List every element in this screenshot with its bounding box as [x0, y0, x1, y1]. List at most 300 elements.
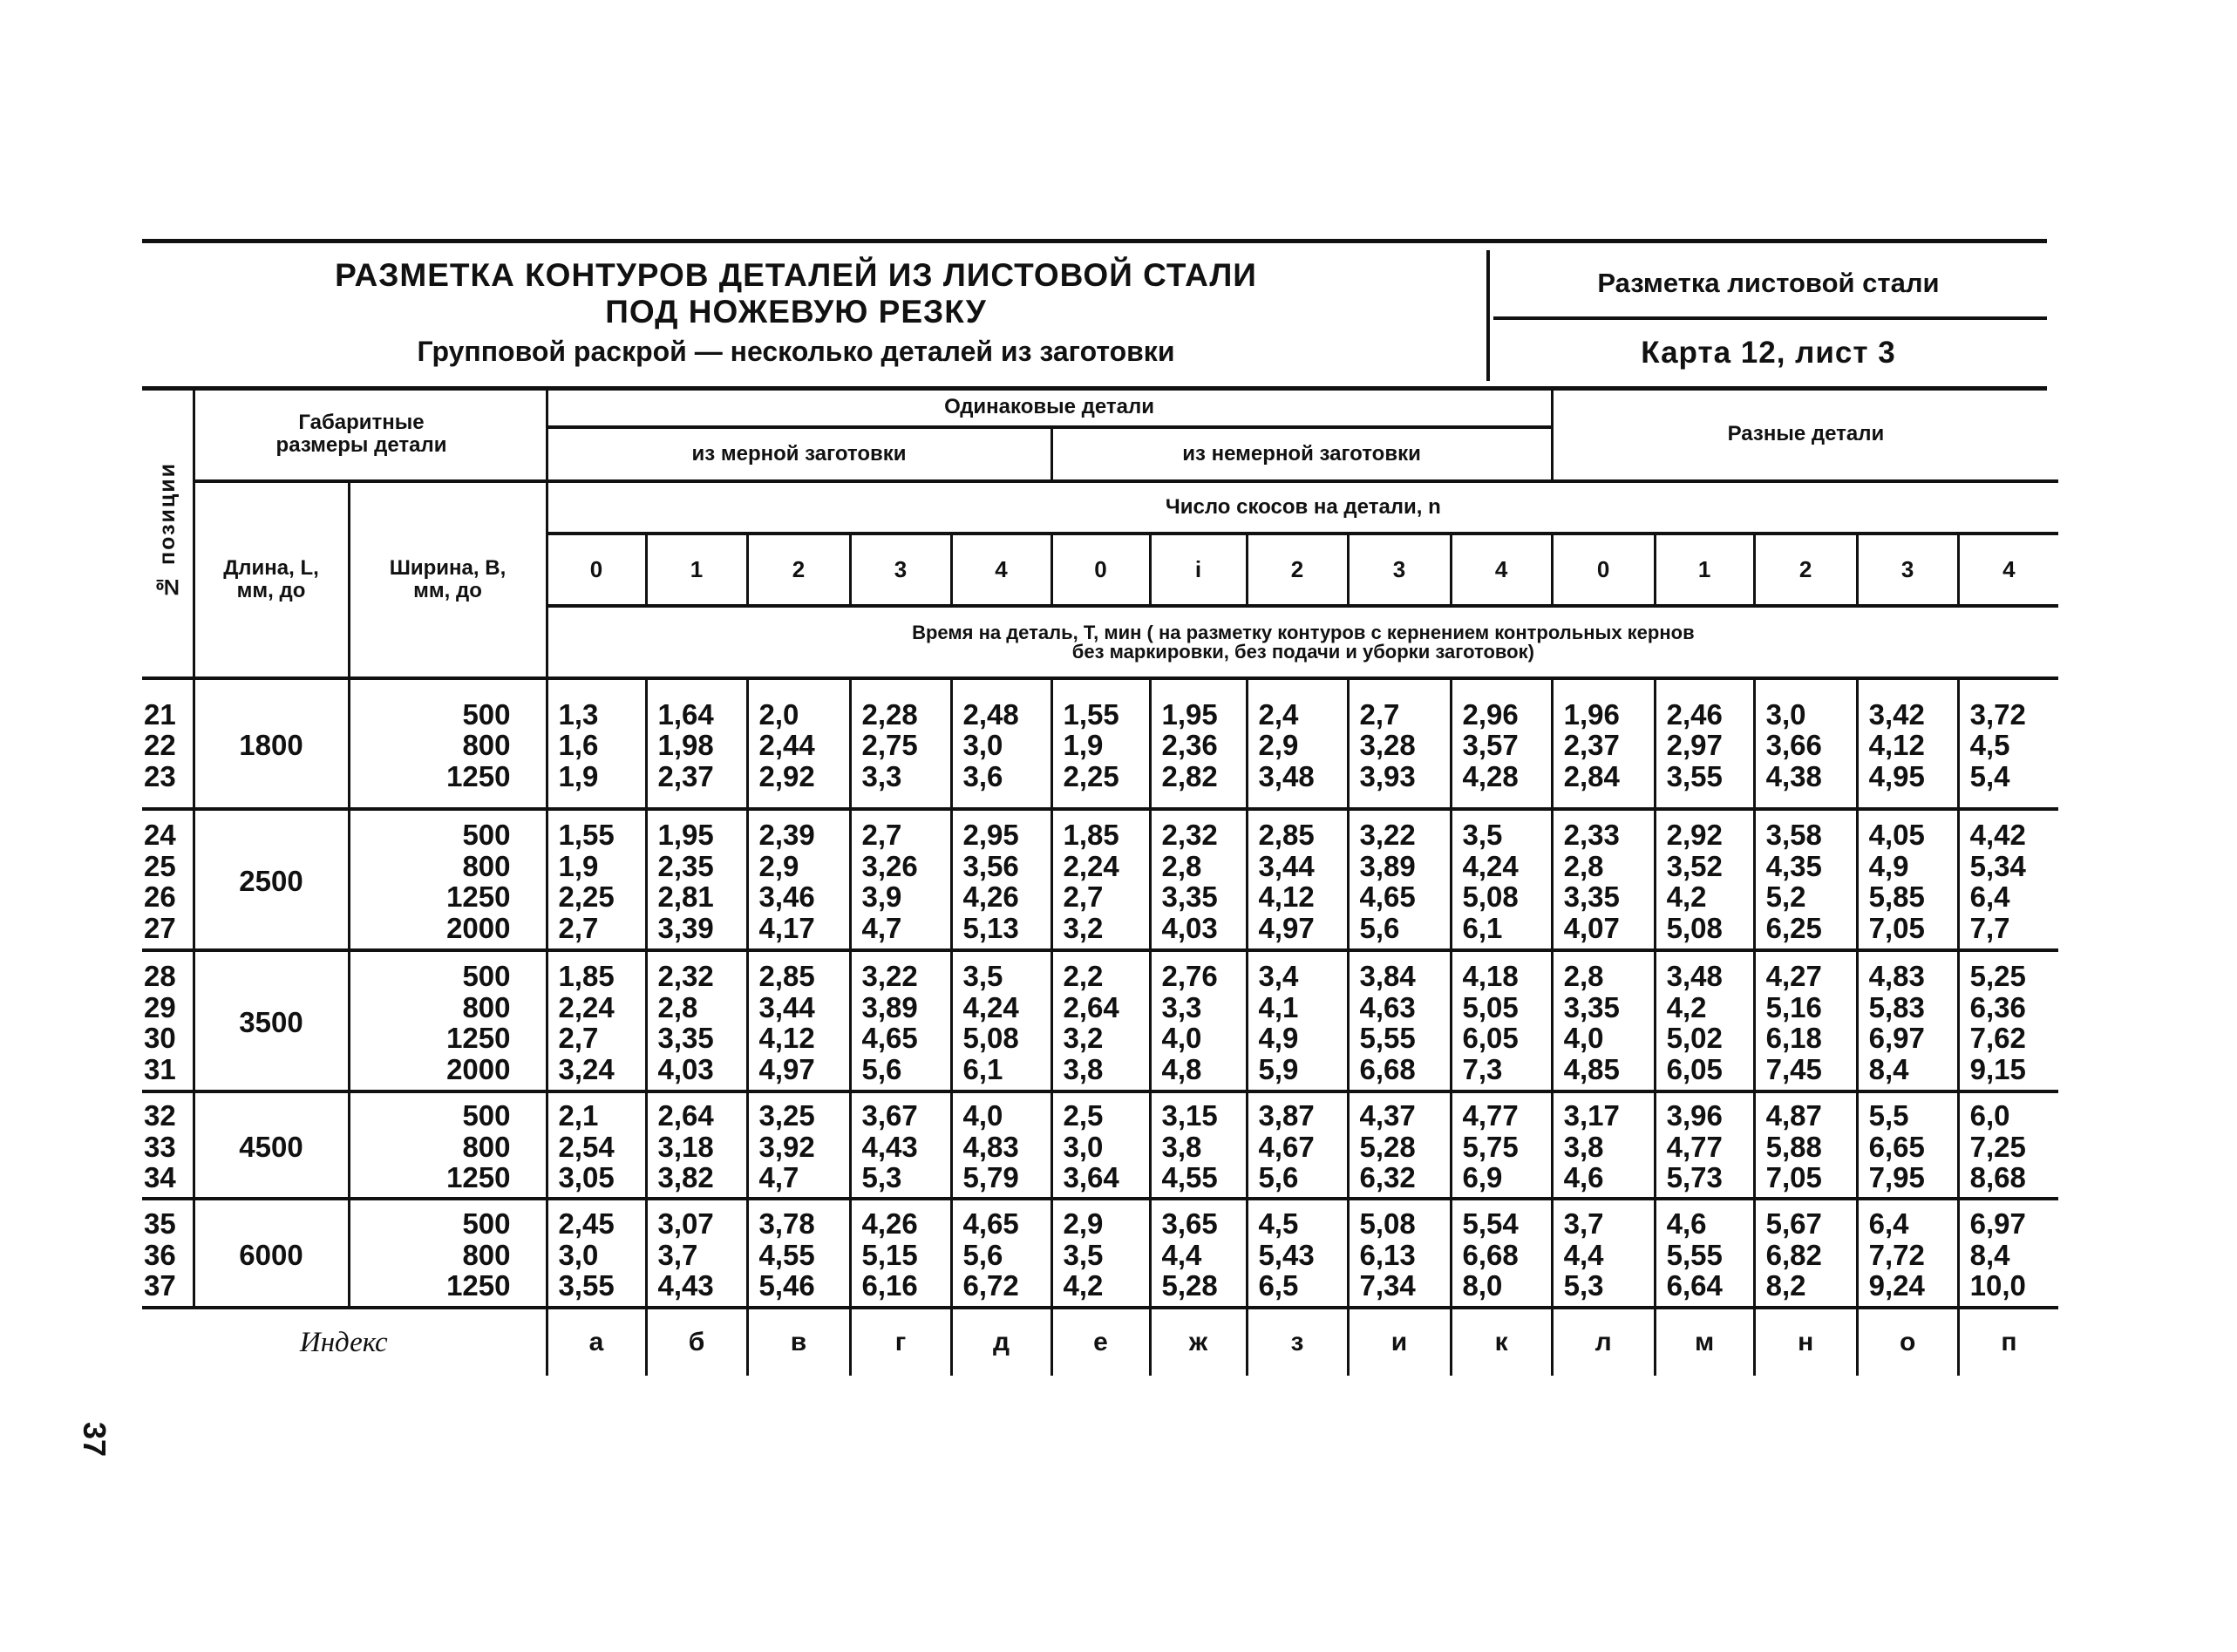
- time-value-cell: [1655, 809, 1754, 950]
- time-value: 4,6: [1563, 1161, 1604, 1194]
- time-value: 3,26: [861, 849, 918, 882]
- time-value: 2,64: [657, 1099, 714, 1132]
- time-value: 1,95: [1161, 697, 1218, 731]
- time-value: 4,18: [1462, 960, 1519, 992]
- time-value: 5,9: [1258, 1052, 1299, 1085]
- time-value: 5,83: [1868, 990, 1925, 1023]
- time-value-cell: [850, 809, 951, 950]
- time-value: 3,35: [1563, 880, 1620, 913]
- index-row: [142, 1308, 2058, 1376]
- time-value: 2,82: [1161, 759, 1218, 792]
- time-value: 2,48: [962, 697, 1019, 731]
- time-value: 7,05: [1765, 1161, 1822, 1194]
- time-value: 1,6: [558, 729, 599, 762]
- width-value: 500: [462, 697, 511, 731]
- width-cell: [349, 950, 547, 1091]
- time-value: 3,55: [558, 1269, 615, 1302]
- width-value: 800: [462, 729, 511, 762]
- time-value-cell: [547, 950, 646, 1091]
- time-value: 2,37: [657, 759, 714, 792]
- index-letter: е: [1051, 1308, 1150, 1376]
- time-value-cell: [1552, 1091, 1655, 1199]
- bevel-count-cell: 0: [1051, 534, 1150, 606]
- time-value: 6,16: [861, 1269, 918, 1302]
- time-value: 2,96: [1462, 697, 1519, 731]
- time-value-cell: [1150, 809, 1247, 950]
- time-value-cell: [1247, 1199, 1348, 1308]
- time-value: 4,83: [1868, 960, 1925, 992]
- bevel-count-cell: 2: [747, 534, 850, 606]
- index-letter: б: [646, 1308, 747, 1376]
- time-value: 8,4: [1868, 1052, 1909, 1085]
- time-value: 4,35: [1765, 849, 1822, 882]
- time-value: 5,13: [962, 911, 1019, 944]
- time-value-cell: [646, 809, 747, 950]
- time-value: 2,84: [1563, 759, 1620, 792]
- index-letter: г: [850, 1308, 951, 1376]
- index-letter: п: [1958, 1308, 2058, 1376]
- time-value: 7,3: [1462, 1052, 1503, 1085]
- section-divider: [1493, 316, 2047, 320]
- time-value-cell: [646, 1091, 747, 1199]
- time-value-cell: [547, 1091, 646, 1199]
- position-header: [142, 389, 194, 678]
- card-number: Карта 12, лист 3: [1641, 336, 1896, 370]
- time-value: 4,37: [1359, 1099, 1416, 1132]
- time-value-cell: [1451, 678, 1552, 809]
- index-letter: и: [1348, 1308, 1451, 1376]
- length-cell: 2500: [194, 809, 349, 950]
- time-value: 3,4: [1258, 960, 1299, 992]
- time-value-cell: [1857, 1199, 1958, 1308]
- time-value-cell: [1857, 678, 1958, 809]
- time-value: 5,55: [1359, 1022, 1416, 1054]
- time-value: 3,64: [1063, 1161, 1119, 1194]
- time-value: 7,34: [1359, 1269, 1416, 1302]
- width-header: Ширина, B, мм, до: [349, 481, 547, 678]
- time-value: 4,26: [962, 880, 1019, 913]
- time-value: 4,85: [1563, 1052, 1620, 1085]
- width-value: 500: [462, 819, 511, 851]
- index-letter: ж: [1150, 1308, 1247, 1376]
- time-value: 4,42: [1969, 819, 2026, 851]
- time-value: 3,18: [657, 1130, 714, 1163]
- time-value-cell: [1655, 950, 1754, 1091]
- time-value-cell: [1451, 809, 1552, 950]
- position-header-label: № позиции: [154, 461, 180, 599]
- table-row-group: [142, 1091, 2058, 1199]
- time-value: 3,92: [758, 1130, 815, 1163]
- time-value-cell: [1348, 678, 1451, 809]
- time-value: 7,45: [1765, 1052, 1822, 1085]
- length-cell: 4500: [194, 1091, 349, 1199]
- width-value: 1250: [446, 880, 511, 913]
- time-value-cell: [1150, 1199, 1247, 1308]
- length-cell: 1800: [194, 678, 349, 809]
- width-cell: [349, 809, 547, 950]
- time-value-cell: [1451, 1091, 1552, 1199]
- different-parts-header: Разные детали: [1552, 389, 2058, 481]
- time-value: 5,54: [1462, 1207, 1519, 1241]
- time-note-line-2: без маркировки, без подачи и уборки заготовок): [1071, 640, 1534, 663]
- time-value: 2,81: [657, 880, 714, 913]
- time-value: 5,75: [1462, 1130, 1519, 1163]
- time-value-cell: [1857, 950, 1958, 1091]
- time-value-cell: [1552, 678, 1655, 809]
- time-value: 2,7: [558, 1022, 599, 1054]
- time-value: 6,18: [1765, 1022, 1822, 1054]
- table-row-group: [142, 950, 2058, 1091]
- unmeasured-blank-header: из немерной заготовки: [1051, 427, 1552, 481]
- position-number: 23: [144, 759, 176, 792]
- time-value: 3,65: [1161, 1207, 1218, 1241]
- time-value-cell: [1655, 1199, 1754, 1308]
- time-value-cell: [1857, 809, 1958, 950]
- time-value: 2,7: [1063, 880, 1104, 913]
- time-value: 5,08: [1359, 1207, 1416, 1241]
- time-value: 6,72: [962, 1269, 1019, 1302]
- time-value-cell: [1348, 1199, 1451, 1308]
- time-value: 3,42: [1868, 697, 1925, 731]
- time-value: 3,0: [962, 729, 1003, 762]
- time-value: 1,96: [1563, 697, 1620, 731]
- time-value: 5,43: [1258, 1238, 1315, 1271]
- position-number: 35: [144, 1207, 176, 1241]
- time-value-cell: [1655, 678, 1754, 809]
- time-value: 3,22: [1359, 819, 1416, 851]
- width-cell: [349, 1199, 547, 1308]
- index-letter: н: [1754, 1308, 1857, 1376]
- position-number: 26: [144, 880, 176, 913]
- time-value: 2,36: [1161, 729, 1218, 762]
- time-value: 4,43: [657, 1269, 714, 1302]
- length-cell: 6000: [194, 1199, 349, 1308]
- time-value: 6,13: [1359, 1238, 1416, 1271]
- time-value: 4,97: [758, 1052, 815, 1085]
- time-value: 3,39: [657, 911, 714, 944]
- time-value: 6,4: [1868, 1207, 1909, 1241]
- time-value: 3,0: [1063, 1130, 1104, 1163]
- length-cell: 3500: [194, 950, 349, 1091]
- time-value: 6,1: [1462, 911, 1503, 944]
- time-value: 2,24: [558, 990, 615, 1023]
- time-value: 5,16: [1765, 990, 1822, 1023]
- time-value: 4,5: [1969, 729, 2010, 762]
- time-value: 4,03: [1161, 911, 1218, 944]
- width-value: 2000: [446, 1052, 511, 1085]
- time-value-cell: [646, 678, 747, 809]
- bevel-count-cell: 3: [1857, 534, 1958, 606]
- position-numbers-cell: [142, 809, 194, 950]
- time-value-cell: [547, 678, 646, 809]
- position-number: 37: [144, 1269, 176, 1302]
- width-value: 800: [462, 1238, 511, 1271]
- time-value: 3,3: [861, 759, 902, 792]
- time-value: 2,32: [1161, 819, 1218, 851]
- time-value: 2,39: [758, 819, 815, 851]
- time-value: 3,72: [1969, 697, 2026, 731]
- time-value-cell: [747, 950, 850, 1091]
- time-value: 3,24: [558, 1052, 615, 1085]
- time-value: 4,9: [1868, 849, 1909, 882]
- time-value: 7,72: [1868, 1238, 1925, 1271]
- time-value: 4,24: [1462, 849, 1519, 882]
- time-value-cell: [951, 1091, 1051, 1199]
- time-value: 4,2: [1666, 880, 1707, 913]
- time-value: 6,4: [1969, 880, 2010, 913]
- time-value: 4,7: [861, 911, 902, 944]
- time-value: 5,08: [1666, 911, 1723, 944]
- time-value: 3,93: [1359, 759, 1416, 792]
- width-value: 800: [462, 849, 511, 882]
- time-note: [547, 606, 2058, 678]
- time-value-cell: [1655, 1091, 1754, 1199]
- time-value: 2,25: [558, 880, 615, 913]
- time-value: 6,0: [1969, 1099, 2010, 1132]
- time-value-cell: [747, 1199, 850, 1308]
- time-value: 2,8: [1161, 849, 1202, 882]
- time-value: 3,5: [962, 960, 1003, 992]
- width-value: 500: [462, 1207, 511, 1241]
- time-value: 6,65: [1868, 1130, 1925, 1163]
- time-value: 6,97: [1969, 1207, 2026, 1241]
- time-value-cell: [951, 1199, 1051, 1308]
- time-value-cell: [1754, 809, 1857, 950]
- time-value: 1,3: [558, 697, 599, 731]
- time-value: 2,92: [1666, 819, 1723, 851]
- time-value: 4,4: [1563, 1238, 1604, 1271]
- time-value: 3,46: [758, 880, 815, 913]
- time-value-cell: [1451, 1199, 1552, 1308]
- time-value: 5,28: [1359, 1130, 1416, 1163]
- time-value: 4,24: [962, 990, 1019, 1023]
- time-value-cell: [1552, 1199, 1655, 1308]
- time-value: 5,6: [1359, 911, 1400, 944]
- time-value: 2,5: [1063, 1099, 1104, 1132]
- time-value-cell: [1754, 678, 1857, 809]
- time-value-cell: [1150, 950, 1247, 1091]
- time-value: 7,62: [1969, 1022, 2026, 1054]
- time-value: 3,5: [1063, 1238, 1104, 1271]
- time-value: 3,89: [1359, 849, 1416, 882]
- bevel-count-cell: 4: [1958, 534, 2058, 606]
- time-value-cell: [1247, 809, 1348, 950]
- bevel-count-cell: 2: [1754, 534, 1857, 606]
- time-value: 2,0: [758, 697, 799, 731]
- time-value-cell: [850, 678, 951, 809]
- title-block: [142, 241, 2047, 389]
- time-value: 3,0: [1765, 697, 1806, 731]
- time-value: 1,95: [657, 819, 714, 851]
- time-value-cell: [1051, 1199, 1150, 1308]
- time-value: 6,64: [1666, 1269, 1723, 1302]
- time-value-cell: [547, 1199, 646, 1308]
- time-value: 5,02: [1666, 1022, 1723, 1054]
- time-value: 4,03: [657, 1052, 714, 1085]
- time-value: 5,67: [1765, 1207, 1822, 1241]
- index-letter: к: [1451, 1308, 1552, 1376]
- time-value: 5,5: [1868, 1099, 1909, 1132]
- position-numbers-cell: [142, 1199, 194, 1308]
- time-value: 3,7: [657, 1238, 698, 1271]
- time-value: 2,25: [1063, 759, 1119, 792]
- time-value: 3,2: [1063, 1022, 1104, 1054]
- section-name: Разметка листовой стали: [1597, 268, 1940, 298]
- time-value: 4,28: [1462, 759, 1519, 792]
- position-number: 29: [144, 990, 176, 1023]
- bevel-count-cell: 1: [646, 534, 747, 606]
- time-value: 2,8: [657, 990, 698, 1023]
- time-value: 2,7: [861, 819, 902, 851]
- time-value: 2,9: [758, 849, 799, 882]
- bevel-count-cell: 3: [1348, 534, 1451, 606]
- time-value: 4,43: [861, 1130, 918, 1163]
- time-value-cell: [1958, 678, 2058, 809]
- time-value: 3,48: [1258, 759, 1315, 792]
- time-value: 5,25: [1969, 960, 2026, 992]
- time-value-cell: [1552, 809, 1655, 950]
- time-value: 1,85: [1063, 819, 1119, 851]
- time-value: 6,36: [1969, 990, 2026, 1023]
- time-value: 5,79: [962, 1161, 1019, 1194]
- time-value-cell: [1348, 950, 1451, 1091]
- time-value: 3,8: [1563, 1130, 1604, 1163]
- position-number: 32: [144, 1099, 176, 1132]
- index-letter: л: [1552, 1308, 1655, 1376]
- position-numbers-cell: [142, 678, 194, 809]
- time-value: 2,35: [657, 849, 714, 882]
- time-value: 4,1: [1258, 990, 1299, 1023]
- time-value: 3,35: [1161, 880, 1218, 913]
- time-value: 7,25: [1969, 1130, 2026, 1163]
- time-value: 5,85: [1868, 880, 1925, 913]
- time-value-cell: [1857, 1091, 1958, 1199]
- time-value: 6,68: [1359, 1052, 1416, 1085]
- time-value: 3,87: [1258, 1099, 1315, 1132]
- table-row-group: [142, 678, 2058, 809]
- table-body: [142, 678, 2058, 1376]
- time-value: 5,3: [1563, 1269, 1604, 1302]
- position-number: 28: [144, 960, 176, 992]
- time-value: 2,8: [1563, 849, 1604, 882]
- time-value: 2,9: [1063, 1207, 1104, 1241]
- time-value-cell: [547, 809, 646, 950]
- bevel-count-cell: 3: [850, 534, 951, 606]
- norms-table: [142, 389, 2058, 1376]
- time-value: 4,0: [1161, 1022, 1202, 1054]
- time-value: 2,4: [1258, 697, 1299, 731]
- time-value: 5,6: [962, 1238, 1003, 1271]
- time-value-cell: [951, 950, 1051, 1091]
- position-number: 36: [144, 1238, 176, 1271]
- time-value: 5,28: [1161, 1269, 1218, 1302]
- time-value-cell: [951, 678, 1051, 809]
- time-value: 4,67: [1258, 1130, 1315, 1163]
- time-value: 3,82: [657, 1161, 714, 1194]
- bevel-count-cell: 4: [951, 534, 1051, 606]
- time-value-cell: [747, 678, 850, 809]
- index-letter: м: [1655, 1308, 1754, 1376]
- time-value: 3,56: [962, 849, 1019, 882]
- time-value: 4,9: [1258, 1022, 1299, 1054]
- time-value: 7,95: [1868, 1161, 1925, 1194]
- bevel-count-cell: i: [1150, 534, 1247, 606]
- width-value: 1250: [446, 1161, 511, 1194]
- time-value: 2,92: [758, 759, 815, 792]
- time-value: 3,78: [758, 1207, 815, 1241]
- time-value: 6,82: [1765, 1238, 1822, 1271]
- time-value: 5,05: [1462, 990, 1519, 1023]
- time-value-cell: [1958, 950, 2058, 1091]
- time-value: 6,97: [1868, 1022, 1925, 1054]
- time-value: 3,89: [861, 990, 918, 1023]
- position-number: 21: [144, 697, 176, 731]
- time-value-cell: [1754, 1199, 1857, 1308]
- time-value-cell: [1247, 950, 1348, 1091]
- time-value: 2,2: [1063, 960, 1104, 992]
- time-value: 4,65: [1359, 880, 1416, 913]
- time-value: 6,9: [1462, 1161, 1503, 1194]
- bevel-count-cell: 0: [1552, 534, 1655, 606]
- position-number: 30: [144, 1022, 176, 1054]
- time-value: 8,68: [1969, 1161, 2026, 1194]
- time-value: 8,0: [1462, 1269, 1503, 1302]
- bevel-count-cell: 4: [1451, 534, 1552, 606]
- time-value-cell: [646, 1199, 747, 1308]
- time-value: 4,95: [1868, 759, 1925, 792]
- width-value: 1250: [446, 759, 511, 792]
- time-value: 4,87: [1765, 1099, 1822, 1132]
- time-value: 2,75: [861, 729, 918, 762]
- width-value: 1250: [446, 1269, 511, 1302]
- time-value-cell: [1247, 678, 1348, 809]
- index-letter: з: [1247, 1308, 1348, 1376]
- time-value-cell: [1754, 1091, 1857, 1199]
- time-value: 1,9: [558, 759, 599, 792]
- width-cell: [349, 1091, 547, 1199]
- time-value: 4,6: [1666, 1207, 1707, 1241]
- time-value: 3,66: [1765, 729, 1822, 762]
- time-value: 3,28: [1359, 729, 1416, 762]
- time-value-cell: [1150, 678, 1247, 809]
- width-value: 1250: [446, 1022, 511, 1054]
- time-value: 1,9: [558, 849, 599, 882]
- time-value: 6,1: [962, 1052, 1003, 1085]
- width-value: 2000: [446, 911, 511, 944]
- time-value-cell: [850, 950, 951, 1091]
- time-value: 2,7: [558, 911, 599, 944]
- time-value: 4,2: [1063, 1269, 1104, 1302]
- bevel-count-cell: 1: [1655, 534, 1754, 606]
- time-value: 4,77: [1666, 1130, 1723, 1163]
- time-value: 4,05: [1868, 819, 1925, 851]
- time-value: 3,55: [1666, 759, 1723, 792]
- index-label: Индекс: [142, 1308, 547, 1376]
- time-value-cell: [1150, 1091, 1247, 1199]
- time-value: 4,2: [1666, 990, 1707, 1023]
- time-value-cell: [747, 1091, 850, 1199]
- time-value-cell: [646, 950, 747, 1091]
- time-value: 3,2: [1063, 911, 1104, 944]
- time-value-cell: [1051, 1091, 1150, 1199]
- time-value-cell: [951, 809, 1051, 950]
- time-value: 5,34: [1969, 849, 2026, 882]
- position-number: 34: [144, 1161, 176, 1194]
- time-value: 3,7: [1563, 1207, 1604, 1241]
- time-value: 4,38: [1765, 759, 1822, 792]
- time-value: 4,26: [861, 1207, 918, 1241]
- time-value: 3,6: [962, 759, 1003, 792]
